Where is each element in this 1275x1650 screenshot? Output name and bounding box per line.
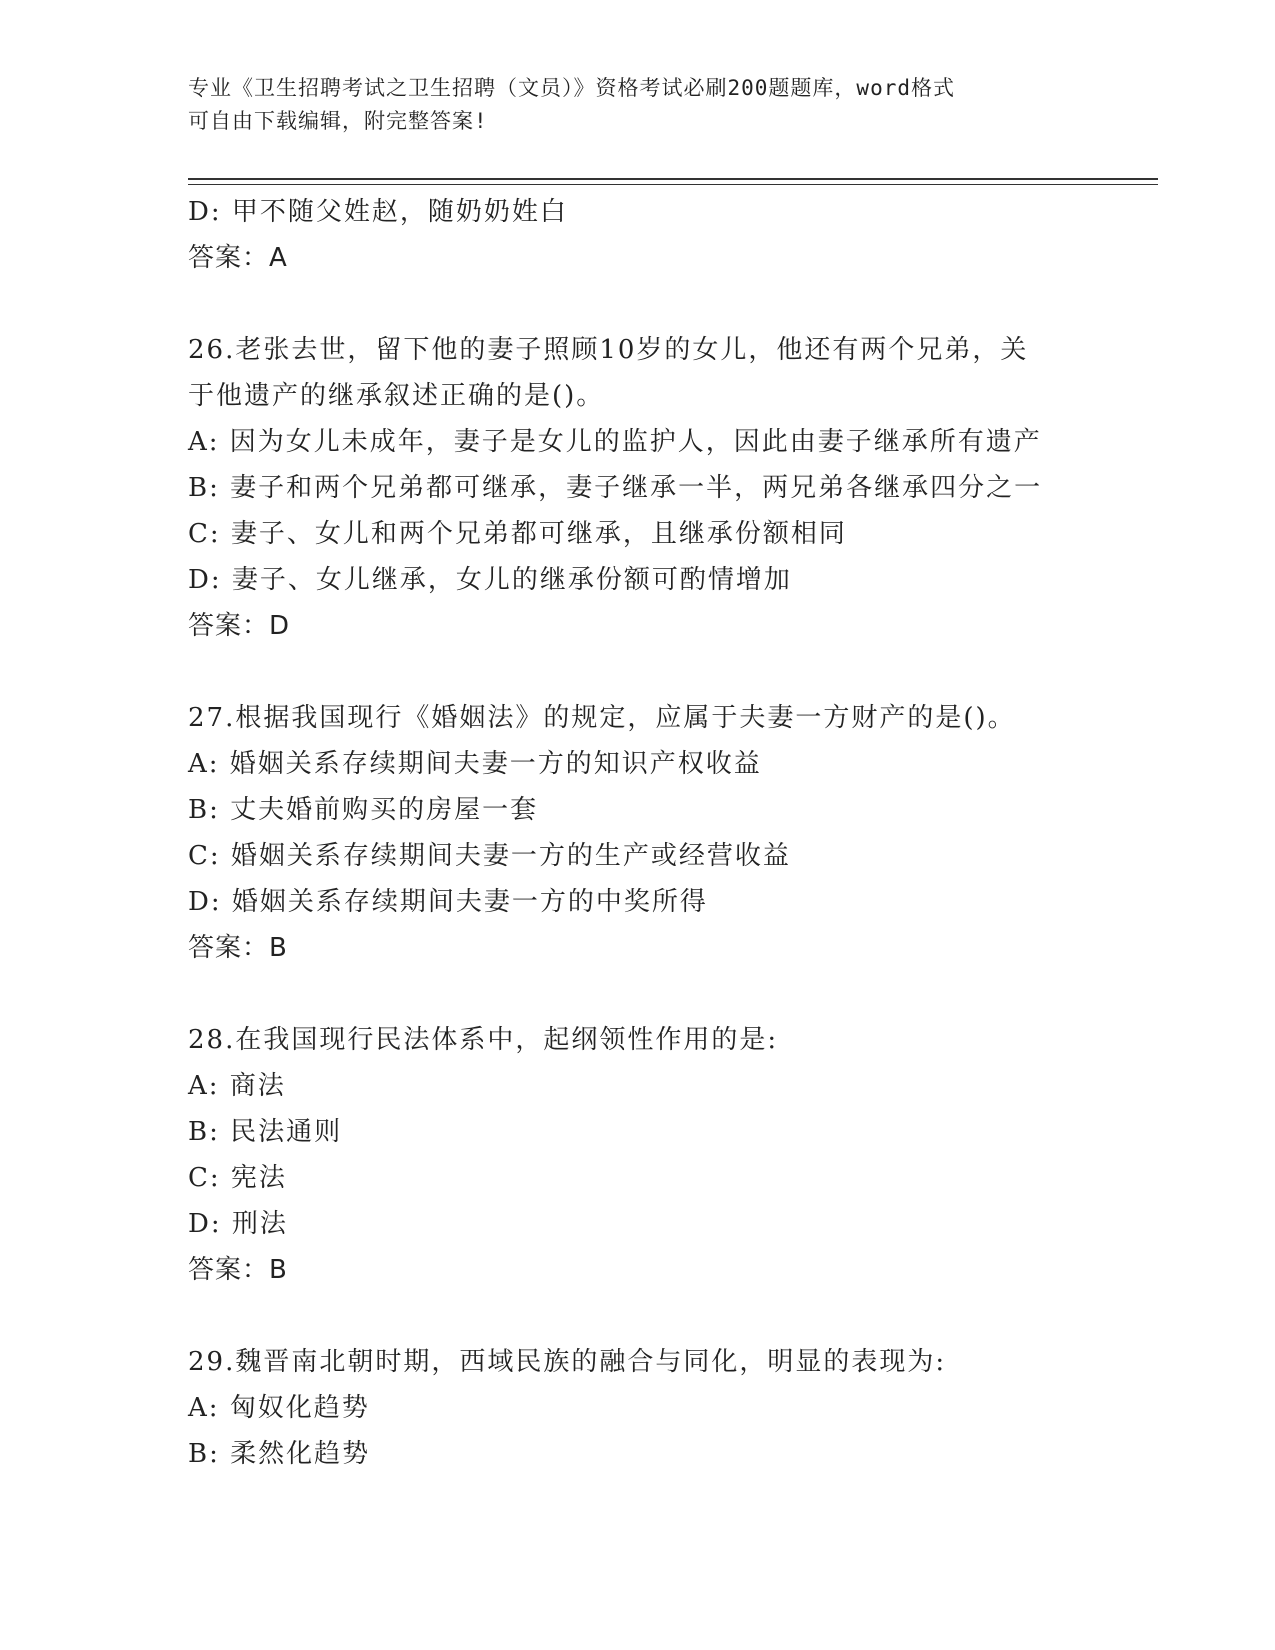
question-list — [188, 189, 1168, 1477]
option-b: B: 丈夫婚前购买的房屋一套 — [188, 795, 539, 825]
option-c: C: 婚姻关系存续期间夫妻一方的生产或经营收益 — [188, 841, 791, 871]
spacer — [188, 649, 1168, 695]
document-header — [188, 72, 1088, 138]
answer-line: 答案：B — [188, 933, 288, 963]
question-stem-continued: 于他遗产的继承叙述正确的是()。 — [188, 381, 605, 411]
question-stem: 27.根据我国现行《婚姻法》的规定，应属于夫妻一方财产的是()。 — [188, 703, 1016, 733]
question-28 — [188, 1017, 1168, 1293]
spacer — [188, 971, 1168, 1017]
header-divider-thin — [188, 184, 1158, 185]
header-line-1: 专业《卫生招聘考试之卫生招聘（文员）》资格考试必刷200题题库，word格式 — [188, 76, 955, 100]
option-a: A: 匈奴化趋势 — [188, 1393, 370, 1423]
answer-line: 答案：B — [188, 1255, 288, 1285]
option-c: C: 妻子、女儿和两个兄弟都可继承，且继承份额相同 — [188, 519, 847, 549]
option-d: D: 甲不随父姓赵，随奶奶姓白 — [188, 197, 568, 227]
question-stem: 28.在我国现行民法体系中，起纲领性作用的是: — [188, 1025, 779, 1055]
question-26 — [188, 327, 1168, 649]
option-d: D: 婚姻关系存续期间夫妻一方的中奖所得 — [188, 887, 708, 917]
option-a: A: 婚姻关系存续期间夫妻一方的知识产权收益 — [188, 749, 762, 779]
spacer — [188, 1293, 1168, 1339]
option-d: D: 刑法 — [188, 1209, 288, 1239]
option-b: B: 妻子和两个兄弟都可继承，妻子继承一半，两兄弟各继承四分之一 — [188, 473, 1043, 503]
answer-line: 答案：D — [188, 611, 291, 641]
question-stem: 29.魏晋南北朝时期，西域民族的融合与同化，明显的表现为: — [188, 1347, 947, 1377]
header-divider-thick — [188, 178, 1158, 180]
question-29 — [188, 1339, 1168, 1477]
option-b: B: 柔然化趋势 — [188, 1439, 371, 1469]
question-27 — [188, 695, 1168, 971]
question-stem: 26.老张去世，留下他的妻子照顾10岁的女儿，他还有两个兄弟，关 — [188, 335, 1029, 365]
header-line-2: 可自由下载编辑，附完整答案! — [188, 109, 488, 133]
option-a: A: 因为女儿未成年，妻子是女儿的监护人，因此由妻子继承所有遗产 — [188, 427, 1042, 457]
option-b: B: 民法通则 — [188, 1117, 343, 1147]
answer-line: 答案：A — [188, 243, 288, 273]
option-a: A: 商法 — [188, 1071, 286, 1101]
option-d: D: 妻子、女儿继承，女儿的继承份额可酌情增加 — [188, 565, 792, 595]
option-c: C: 宪法 — [188, 1163, 287, 1193]
spacer — [188, 281, 1168, 327]
